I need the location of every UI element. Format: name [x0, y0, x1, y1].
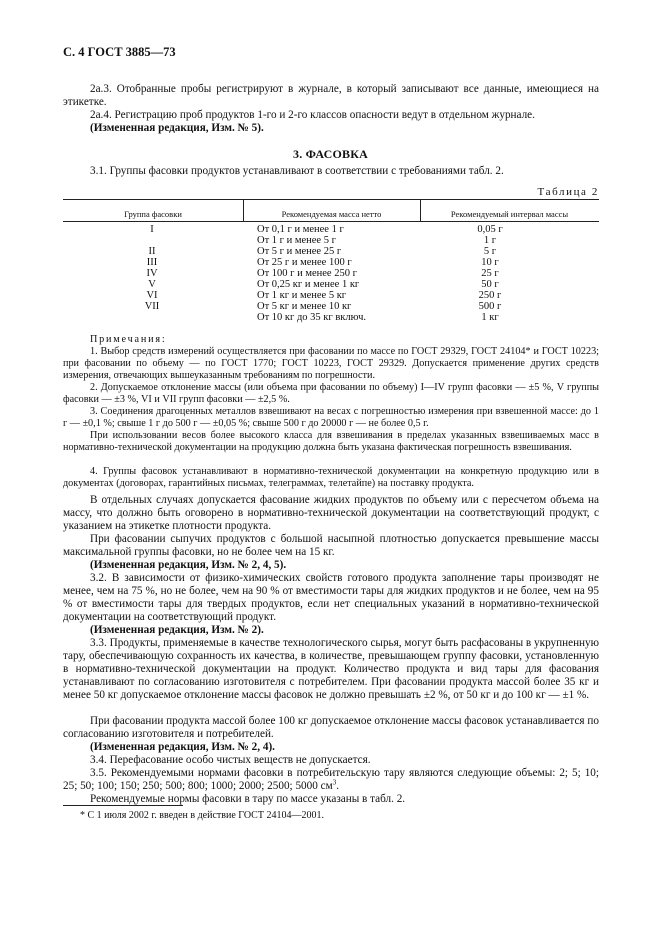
paragraph-3-2: 3.2. В зависимости от физико-химических свойств готового продукта заполнение тары производят не менее, чем на 75 %, но не более, чем на 90 % от вместимости тары для жидких продуктов и не более, чем на 95 % от вместимости тары для твердых продуктов, если нет специальных указаний в нормативно-технической документации на соответствующий продукт. [63, 572, 599, 623]
edit-note-2-4: (Измененная редакция, Изм. № 2, 4). [90, 741, 275, 753]
note-1: 1. Выбор средств измерений осуществляется при фасовании по массе по ГОСТ 29329, ГОСТ 24104* и ГОСТ 10223; при фасовании по объему — по ГОСТ 1770; ГОСТ 10223, ГОСТ 29329. Допускается применение других средств измерения, отвечающих вышеуказанным требованиям по погрешности. [63, 346, 599, 381]
paragraph-3-1: 3.1. Группы фасовки продуктов устанавливают в соответствии с требованиями табл. 2. [90, 165, 504, 177]
table-column-groups: I II III IV V VI VII [144, 224, 160, 312]
table-column-masses: От 0,1 г и менее 1 г От 1 г и менее 5 г От 5 г и менее 25 г От 25 г и менее 100 г От 100 г и менее 250 г От 0,25 кг и менее 1 кг От 1 кг и менее 5 кг От 5 кг и менее 10 кг От 10 кг до 35 кг включ. [257, 224, 366, 323]
table-header-mass: Рекомендуемая масса нетто [281, 209, 382, 219]
table-header-rule [63, 221, 599, 222]
note-3-continued: При использовании весов более высокого класса для взвешивания в пределах указанных взвешиваемых масс в нормативно-технической документации на продукцию должна быть указана фактическая погрешность взвешивания. [63, 430, 599, 453]
note-2: 2. Допускаемое отклонение массы (или объема при фасовании по объему) I—IV групп фасовки — ±5 %, V группы фасовки — ±3 %, VI и VII групп фасовки — ±2,5 %. [63, 382, 599, 405]
note-4: 4. Группы фасовок устанавливают в нормативно-технической документации на конкретную продукцию или в документах (договорах, гарантийных письмах, телеграммах, телетайпе) на поставку продукта. [63, 466, 599, 489]
notes-title: Примечания: [90, 334, 167, 345]
table-top-rule [63, 199, 599, 200]
footnote-rule [63, 805, 183, 806]
paragraph-3-6: Рекомендуемые нормы фасовки в тару по массе указаны в табл. 2. [90, 793, 406, 805]
paragraph-bulk: При фасовании сыпучих продуктов с большой насыпной плотностью допускается превышение массы максимальной группы фасовки, но не более чем на 15 кг. [63, 533, 599, 558]
paragraph-2a3: 2а.3. Отобранные пробы регистрируют в журнале, в который записывают все данные, имеющиеся на этикетке. [63, 83, 599, 108]
paragraph-3-3-continued: При фасовании продукта массой более 100 кг допускаемое отклонение массы фасовок устанавливается по согласованию изготовителя и потребителей. [63, 715, 599, 740]
edit-note-2-4-5: (Измененная редакция, Изм. № 2, 4, 5). [90, 559, 287, 571]
footnote: * С 1 июля 2002 г. введен в действие ГОСТ 24104—2001. [80, 810, 324, 821]
paragraph-liquid: В отдельных случаях допускается фасование жидких продуктов по объему или с пересчетом объема на массу, что должно быть оговорено в нормативно-технической документации на соответствующий продукт, с указанием на этикетке плотности продукта. [63, 494, 599, 532]
note-3: 3. Соединения драгоценных металлов взвешивают на весах с погрешностью измерения при взвешенной массе: до 1 г — ±0,1 %; свыше 1 г до 500 г — ±0,05 %; свыше 500 г до 20000 г — не более 0,5 г. [63, 406, 599, 429]
paragraph-2a4: 2а.4. Регистрацию проб продуктов 1-го и 2-го классов опасности ведут в отдельном журнале. [90, 109, 535, 121]
paragraph-3-5: 3.5. Рекомендуемыми нормами фасовки в потребительскую тару являются следующие объемы: 2; 5; 10; 25; 50; 100; 150; 250; 500; 800; 1000; 2000; 2500; 5000 $см^3$. [63, 767, 599, 792]
page-header: С. 4 ГОСТ 3885—73 [63, 45, 176, 59]
table-header-group: Группа фасовки [124, 209, 182, 219]
table-column-intervals: 0,05 г 1 г 5 г 10 г 25 г 50 г 250 г 500 г 1 кг [477, 224, 503, 323]
paragraph-3-4: 3.4. Перефасование особо чистых веществ не допускается. [90, 754, 371, 766]
section-title: 3. ФАСОВКА [293, 147, 368, 161]
edit-note-2: (Измененная редакция, Изм. № 2). [90, 624, 264, 636]
edit-note-5: (Измененная редакция, Изм. № 5). [90, 122, 264, 134]
table-label: Таблица 2 [537, 186, 599, 198]
paragraph-3-3: 3.3. Продукты, применяемые в качестве технологического сырья, могут быть расфасованы в укрупненную тару, обеспечивающую сохранность их качества, в количестве, превышающем группу фасовки, установленную в нормативно-технической документации на продукт. Количество продукта и вид тары для фасования устанавливают по согласованию изготовителя с потребителем. При фасовании продукта массой более 35 кг и менее 50 кг допускаемое отклонение массы фасовок не должно превышать ±2 %, от 50 кг и до 100 кг — ±1 %. [63, 637, 599, 701]
table-header-interval: Рекомендуемый интервал массы [450, 209, 569, 219]
